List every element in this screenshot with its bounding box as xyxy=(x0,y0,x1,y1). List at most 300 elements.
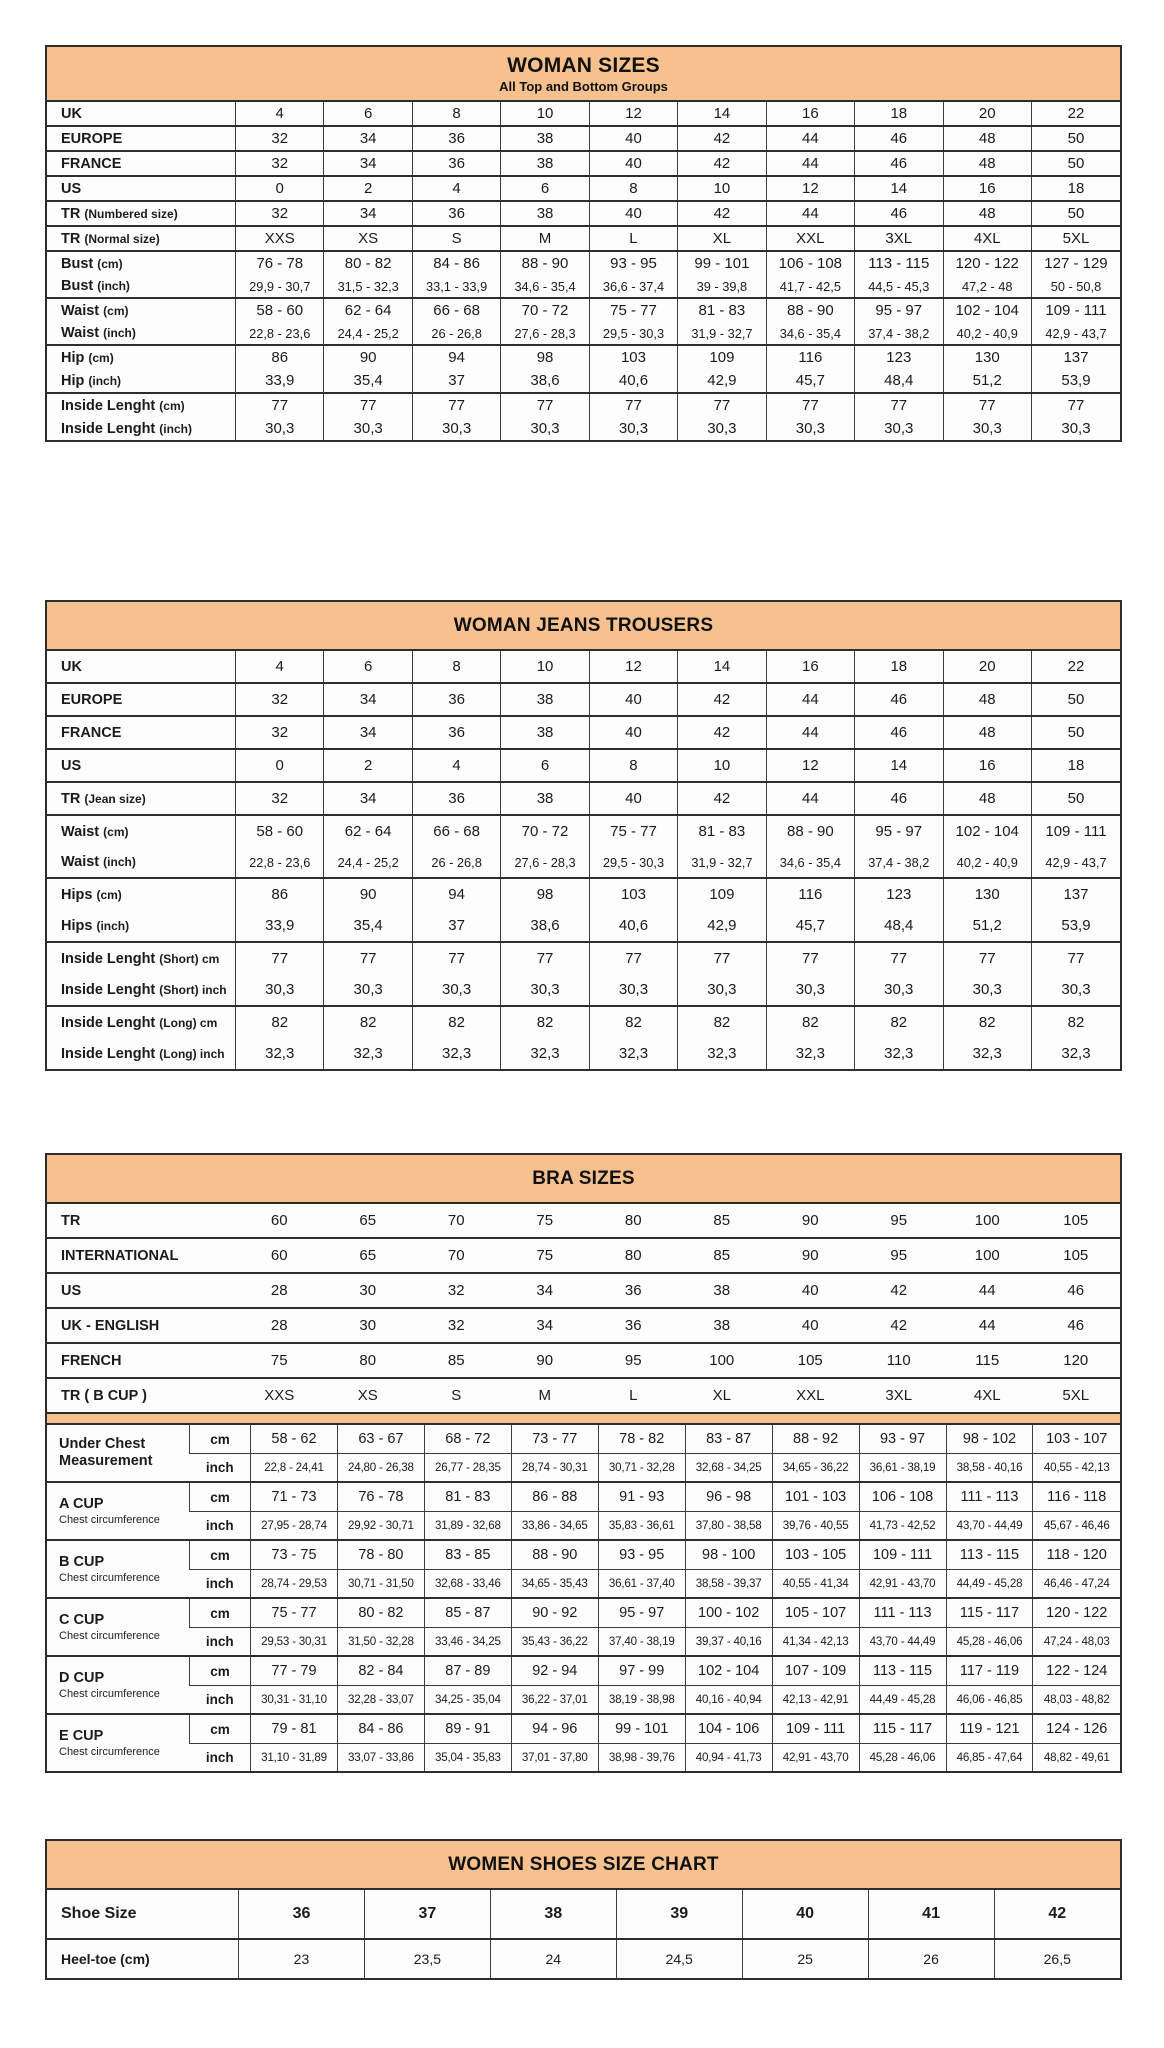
size-cell: 70 - 72 xyxy=(501,298,589,322)
size-cell: 8 xyxy=(412,651,500,683)
size-cell: 30,3 xyxy=(501,417,589,440)
size-cell: 77 xyxy=(766,393,854,417)
size-cell: 48 xyxy=(943,151,1031,176)
size-cell: 37 xyxy=(412,910,500,942)
size-cell: 102 - 104 xyxy=(943,298,1031,322)
unit-label: inch xyxy=(190,1454,251,1483)
size-cell: 85 xyxy=(713,1212,731,1229)
size-cell: L xyxy=(589,226,677,251)
size-cell: 8 xyxy=(412,102,500,126)
row-group-label xyxy=(47,1425,190,1482)
size-cell: 37,4 - 38,2 xyxy=(855,847,943,878)
row-label: UK xyxy=(61,658,82,675)
size-cell: 34,6 - 35,4 xyxy=(501,275,589,298)
size-cell: 75 xyxy=(536,1212,554,1229)
size-cell: 130 xyxy=(943,345,1031,369)
row-group-label xyxy=(47,1598,190,1656)
size-cell: 45,28 - 46,06 xyxy=(859,1744,946,1772)
size-cell: 81 - 83 xyxy=(424,1482,511,1512)
size-cell: 34 xyxy=(324,126,412,151)
size-cell: 40 xyxy=(742,1890,868,1939)
size-cell: 32,3 xyxy=(589,1038,677,1069)
row-label-detail: (inch) xyxy=(97,279,130,293)
size-cell: 77 - 79 xyxy=(251,1656,338,1686)
size-cell: 32 xyxy=(236,782,324,815)
size-cell: 85 xyxy=(713,1247,731,1264)
size-cell: 30,3 xyxy=(324,417,412,440)
size-cell: 82 xyxy=(943,1006,1031,1038)
size-cell: 101 - 103 xyxy=(772,1482,859,1512)
size-cell: 48,82 - 49,61 xyxy=(1033,1744,1120,1772)
size-cell: 25 xyxy=(742,1939,868,1978)
size-cell: 30,3 xyxy=(1031,974,1120,1006)
size-cell: 40 xyxy=(589,126,677,151)
size-cell: S xyxy=(412,226,500,251)
bra-sizes-title: BRA SIZES xyxy=(532,1168,635,1189)
size-cell: 22,8 - 24,41 xyxy=(251,1454,338,1483)
size-cell: 98 - 100 xyxy=(685,1540,772,1570)
size-cell: 27,6 - 28,3 xyxy=(501,847,589,878)
size-cell: 34 xyxy=(324,782,412,815)
size-cell: 120 - 122 xyxy=(943,251,1031,275)
row-label: Inside Lenght (Short) cm xyxy=(61,950,220,967)
size-cell: 32 xyxy=(236,201,324,226)
size-cell: 82 xyxy=(412,1006,500,1038)
size-cell: 103 - 107 xyxy=(1033,1425,1120,1454)
size-cell: 65 xyxy=(359,1212,377,1229)
size-cell: 44 xyxy=(978,1317,996,1334)
size-cell: 4 xyxy=(412,176,500,201)
size-cell: 32,3 xyxy=(324,1038,412,1069)
row-label-detail: (cm) xyxy=(96,887,122,902)
size-cell: 3XL xyxy=(855,226,943,251)
size-cell: 38,6 xyxy=(501,910,589,942)
size-cell: 45,7 xyxy=(766,910,854,942)
size-cell: 44 xyxy=(766,716,854,749)
size-cell: 24 xyxy=(490,1939,616,1978)
size-cell: 18 xyxy=(855,651,943,683)
size-cell: 34 xyxy=(324,716,412,749)
size-cell: 26 - 26,8 xyxy=(412,322,500,345)
size-cell: 48,4 xyxy=(855,910,943,942)
size-cell: 37,01 - 37,80 xyxy=(511,1744,598,1772)
size-cell: 26,5 xyxy=(994,1939,1120,1978)
row-group-label-sub: Chest circumference xyxy=(59,1571,160,1584)
size-cell: 48 xyxy=(943,782,1031,815)
size-cell: 22 xyxy=(1031,651,1120,683)
size-cell: 44 xyxy=(978,1282,996,1299)
size-cell: 32,3 xyxy=(943,1038,1031,1069)
size-cell: 50 xyxy=(1031,716,1120,749)
row-label: Hip (cm) xyxy=(61,349,114,366)
unit-label: inch xyxy=(190,1628,251,1657)
size-cell: 42,91 - 43,70 xyxy=(772,1744,859,1772)
size-cell: 46,85 - 47,64 xyxy=(946,1744,1033,1772)
size-cell: 12 xyxy=(589,102,677,126)
size-cell: M xyxy=(501,226,589,251)
size-cell: 75 xyxy=(270,1352,288,1369)
size-cell: 46 xyxy=(855,151,943,176)
row-group-label-sub: Chest circumference xyxy=(59,1629,160,1642)
size-cell: 3XL xyxy=(885,1387,913,1404)
size-cell: 117 - 119 xyxy=(946,1656,1033,1686)
size-cell: 35,83 - 36,61 xyxy=(598,1512,685,1541)
unit-label: inch xyxy=(190,1744,251,1772)
size-cell: 31,9 - 32,7 xyxy=(678,847,766,878)
size-cell: 44 xyxy=(766,126,854,151)
size-cell: 100 xyxy=(709,1352,735,1369)
size-cell: XXL xyxy=(766,226,854,251)
size-cell: 100 - 102 xyxy=(685,1598,772,1628)
size-cell: 40 xyxy=(589,201,677,226)
size-cell: 46 xyxy=(855,126,943,151)
size-cell: 94 xyxy=(412,878,500,910)
size-cell: 41,7 - 42,5 xyxy=(766,275,854,298)
size-cell: 109 xyxy=(678,345,766,369)
unit-label: inch xyxy=(190,1570,251,1599)
size-cell: 75 xyxy=(536,1247,554,1264)
size-cell: 82 xyxy=(766,1006,854,1038)
size-cell: 24,4 - 25,2 xyxy=(324,322,412,345)
size-cell: 41,73 - 42,52 xyxy=(859,1512,946,1541)
size-cell: 77 xyxy=(943,393,1031,417)
size-cell: 111 - 113 xyxy=(859,1598,946,1628)
size-cell: 41,34 - 42,13 xyxy=(772,1628,859,1657)
size-cell: 47,2 - 48 xyxy=(943,275,1031,298)
size-cell: 30,71 - 32,28 xyxy=(598,1454,685,1483)
size-cell: 45,67 - 46,46 xyxy=(1033,1512,1120,1541)
unit-label: cm xyxy=(190,1714,251,1744)
size-cell: 95 - 97 xyxy=(598,1598,685,1628)
size-cell: 44 xyxy=(766,683,854,716)
size-cell: 39 - 39,8 xyxy=(678,275,766,298)
size-cell: 4 xyxy=(236,651,324,683)
size-cell: 73 - 77 xyxy=(511,1425,598,1454)
row-label-detail: (Numbered size) xyxy=(84,206,178,221)
size-cell: 115 - 117 xyxy=(946,1598,1033,1628)
row-label-detail: (Short) cm xyxy=(159,951,220,966)
size-cell: 46 xyxy=(855,201,943,226)
size-cell: 30,3 xyxy=(678,417,766,440)
size-cell: 40 xyxy=(589,716,677,749)
size-cell: 105 xyxy=(797,1352,823,1369)
size-cell: 35,4 xyxy=(324,369,412,393)
size-cell: 4XL xyxy=(943,226,1031,251)
size-cell: XXS xyxy=(264,1387,295,1404)
row-label: Inside Lenght (Short) inch xyxy=(61,981,227,998)
size-cell: XXS xyxy=(236,226,324,251)
size-cell: 92 - 94 xyxy=(511,1656,598,1686)
size-cell: 82 - 84 xyxy=(337,1656,424,1686)
row-group-label-main: A CUP xyxy=(59,1496,104,1513)
row-group-label-main: E CUP xyxy=(59,1728,104,1745)
size-cell: 77 xyxy=(501,942,589,974)
size-cell: 88 - 90 xyxy=(766,298,854,322)
size-cell: 29,5 - 30,3 xyxy=(589,847,677,878)
size-cell: 51,2 xyxy=(943,369,1031,393)
size-cell: 38,98 - 39,76 xyxy=(598,1744,685,1772)
size-cell: 38 xyxy=(713,1317,731,1334)
size-cell: 120 xyxy=(1063,1352,1089,1369)
size-cell: 32 xyxy=(236,151,324,176)
row-label: Hips (cm) xyxy=(61,886,122,903)
size-cell: 90 xyxy=(536,1352,554,1369)
row-label-detail: (Jean size) xyxy=(84,791,146,806)
woman-sizes-table-section xyxy=(45,45,1122,442)
size-cell: 77 xyxy=(589,942,677,974)
size-cell: 77 xyxy=(589,393,677,417)
row-group-label-sub: Chest circumference xyxy=(59,1687,160,1700)
women-shoes-table xyxy=(47,1890,1120,1978)
size-cell: 115 xyxy=(975,1352,1000,1369)
size-cell: 30,3 xyxy=(412,417,500,440)
size-cell: 63 - 67 xyxy=(337,1425,424,1454)
size-cell: 40,6 xyxy=(589,910,677,942)
row-group-label-main: B CUP xyxy=(59,1554,105,1571)
size-cell: 105 xyxy=(1063,1247,1089,1264)
size-cell: 104 - 106 xyxy=(685,1714,772,1744)
row-group-label xyxy=(47,1714,190,1771)
size-cell: 42 xyxy=(994,1890,1120,1939)
size-cell: 137 xyxy=(1031,345,1120,369)
size-cell: 90 xyxy=(801,1247,819,1264)
size-cell: 113 - 115 xyxy=(855,251,943,275)
size-cell: 0 xyxy=(236,176,324,201)
row-label: TR xyxy=(61,1212,81,1229)
size-cell: 38 xyxy=(501,201,589,226)
size-cell: 77 xyxy=(236,942,324,974)
row-label: Waist (inch) xyxy=(61,854,136,870)
size-cell: 100 xyxy=(974,1247,1000,1264)
row-label: TR (Normal size) xyxy=(61,230,160,247)
size-cell: 29,9 - 30,7 xyxy=(236,275,324,298)
size-cell: 137 xyxy=(1031,878,1120,910)
women-shoes-table-section xyxy=(45,1839,1122,1980)
size-cell: 36,22 - 37,01 xyxy=(511,1686,598,1715)
size-cell: 38 xyxy=(490,1890,616,1939)
size-cell: 122 - 124 xyxy=(1033,1656,1120,1686)
size-cell: 65 xyxy=(359,1247,377,1264)
size-cell: 12 xyxy=(766,749,854,782)
size-cell: 42,9 - 43,7 xyxy=(1031,847,1120,878)
size-cell: 12 xyxy=(589,651,677,683)
size-cell: 103 - 105 xyxy=(772,1540,859,1570)
size-cell: 90 xyxy=(324,878,412,910)
size-cell: 24,5 xyxy=(616,1939,742,1978)
size-cell: 32,3 xyxy=(855,1038,943,1069)
size-cell: 16 xyxy=(766,651,854,683)
size-cell: 41 xyxy=(868,1890,994,1939)
size-cell: 50 xyxy=(1031,151,1120,176)
size-cell: 109 - 111 xyxy=(1031,815,1120,847)
size-cell: 40 xyxy=(801,1317,819,1334)
bra-sizes-grid xyxy=(47,1204,1120,1412)
bra-sizes-header xyxy=(47,1155,1120,1204)
size-cell: 96 - 98 xyxy=(685,1482,772,1512)
size-cell: 36 xyxy=(412,683,500,716)
size-cell: 32,3 xyxy=(678,1038,766,1069)
size-cell: 33,07 - 33,86 xyxy=(337,1744,424,1772)
size-cell: 60 xyxy=(270,1247,288,1264)
size-cell: 5XL xyxy=(1062,1387,1090,1404)
row-group-label-main: C CUP xyxy=(59,1612,105,1629)
size-cell: 82 xyxy=(855,1006,943,1038)
size-cell: 107 - 109 xyxy=(772,1656,859,1686)
size-cell: 37 xyxy=(364,1890,490,1939)
size-cell: 50 xyxy=(1031,126,1120,151)
size-cell: 20 xyxy=(943,102,1031,126)
size-cell: 70 xyxy=(447,1212,465,1229)
size-cell: 71 - 73 xyxy=(251,1482,338,1512)
size-cell: 123 xyxy=(855,345,943,369)
size-cell: 89 - 91 xyxy=(424,1714,511,1744)
size-cell: 33,9 xyxy=(236,369,324,393)
size-cell: 37,40 - 38,19 xyxy=(598,1628,685,1657)
size-cell: 127 - 129 xyxy=(1031,251,1120,275)
size-cell: 83 - 85 xyxy=(424,1540,511,1570)
size-cell: 34 xyxy=(536,1317,554,1334)
size-cell: 27,95 - 28,74 xyxy=(251,1512,338,1541)
size-cell: 30,3 xyxy=(589,974,677,1006)
size-cell: 40 xyxy=(589,683,677,716)
size-cell: 33,46 - 34,25 xyxy=(424,1628,511,1657)
size-cell: 42 xyxy=(678,201,766,226)
size-cell: 48 xyxy=(943,683,1031,716)
woman-sizes-title: WOMAN SIZES xyxy=(507,54,660,77)
size-cell: 46 xyxy=(1067,1317,1085,1334)
size-cell: 80 - 82 xyxy=(324,251,412,275)
women-shoes-grid xyxy=(47,1890,1120,1978)
size-cell: 46 xyxy=(855,716,943,749)
size-cell: 30,3 xyxy=(236,974,324,1006)
size-cell: 33,1 - 33,9 xyxy=(412,275,500,298)
row-label-detail: (inch) xyxy=(103,326,136,340)
section-separator xyxy=(47,1412,1120,1425)
size-cell: 124 - 126 xyxy=(1033,1714,1120,1744)
size-cell: 118 - 120 xyxy=(1033,1540,1120,1570)
size-cell: 32 xyxy=(236,126,324,151)
size-cell: 5XL xyxy=(1031,226,1120,251)
size-cell: 50 xyxy=(1031,782,1120,815)
size-cell: 10 xyxy=(678,749,766,782)
women-shoes-header xyxy=(47,1841,1120,1890)
size-cell: 40 xyxy=(801,1282,819,1299)
size-cell: 102 - 104 xyxy=(685,1656,772,1686)
size-cell: 76 - 78 xyxy=(337,1482,424,1512)
size-cell: 47,24 - 48,03 xyxy=(1033,1628,1120,1657)
woman-jeans-grid xyxy=(47,651,1120,1069)
size-cell: 94 - 96 xyxy=(511,1714,598,1744)
size-cell: 38,58 - 39,37 xyxy=(685,1570,772,1599)
size-cell: 90 xyxy=(324,345,412,369)
size-cell: 85 - 87 xyxy=(424,1598,511,1628)
size-cell: 99 - 101 xyxy=(678,251,766,275)
size-cell: 29,92 - 30,71 xyxy=(337,1512,424,1541)
row-label: FRANCE xyxy=(61,155,122,172)
size-cell: 12 xyxy=(766,176,854,201)
row-group-label-sub: Chest circumference xyxy=(59,1745,160,1758)
size-cell: 86 xyxy=(236,345,324,369)
size-cell: 78 - 82 xyxy=(598,1425,685,1454)
row-label: US xyxy=(61,757,82,774)
size-cell: 26 - 26,8 xyxy=(412,847,500,878)
size-cell: 79 - 81 xyxy=(251,1714,338,1744)
size-cell: 28,74 - 30,31 xyxy=(511,1454,598,1483)
size-cell: 116 xyxy=(766,345,854,369)
size-cell: 42 xyxy=(890,1282,908,1299)
size-cell: 36 xyxy=(624,1317,642,1334)
size-cell: 36,6 - 37,4 xyxy=(589,275,677,298)
size-cell: L xyxy=(629,1387,638,1404)
size-cell: 30,3 xyxy=(589,417,677,440)
size-cell: 50 xyxy=(1031,683,1120,716)
size-cell: 87 - 89 xyxy=(424,1656,511,1686)
size-cell: 88 - 90 xyxy=(511,1540,598,1570)
size-cell: 77 xyxy=(324,942,412,974)
size-cell: 44 xyxy=(766,151,854,176)
size-cell: 30,3 xyxy=(1031,417,1120,440)
woman-jeans-header xyxy=(47,602,1120,651)
row-label-detail: (cm) xyxy=(159,398,185,413)
size-cell: 36 xyxy=(412,716,500,749)
size-cell: 42 xyxy=(890,1317,908,1334)
size-cell: 16 xyxy=(943,176,1031,201)
size-cell: 99 - 101 xyxy=(598,1714,685,1744)
size-cell: 48,4 xyxy=(855,369,943,393)
unit-label: cm xyxy=(190,1598,251,1628)
size-cell: 98 xyxy=(501,345,589,369)
size-cell: 58 - 60 xyxy=(236,815,324,847)
size-cell: 32 xyxy=(447,1317,465,1334)
size-cell: 109 xyxy=(678,878,766,910)
size-cell: 30,3 xyxy=(678,974,766,1006)
row-label-detail: (Long) inch xyxy=(159,1046,225,1061)
size-cell: 77 xyxy=(1031,393,1120,417)
size-cell: 22,8 - 23,6 xyxy=(236,322,324,345)
size-cell: 105 xyxy=(1063,1212,1089,1229)
row-label-detail: (Long) cm xyxy=(159,1015,218,1030)
size-cell: 32,68 - 34,25 xyxy=(685,1454,772,1483)
size-cell: 6 xyxy=(501,749,589,782)
size-cell: 44 xyxy=(766,782,854,815)
size-cell: 40,2 - 40,9 xyxy=(943,847,1031,878)
size-cell: 38 xyxy=(501,716,589,749)
size-cell: 88 - 92 xyxy=(772,1425,859,1454)
size-cell: 70 xyxy=(447,1247,465,1264)
size-cell: 90 - 92 xyxy=(511,1598,598,1628)
row-label-detail: (inch) xyxy=(159,421,192,436)
size-cell: 50 - 50,8 xyxy=(1031,275,1120,298)
woman-sizes-header xyxy=(47,47,1120,102)
size-cell: 82 xyxy=(1031,1006,1120,1038)
size-cell: 93 - 95 xyxy=(598,1540,685,1570)
size-cell: 36 xyxy=(412,151,500,176)
row-label-detail: (Normal size) xyxy=(84,231,160,246)
size-cell: 36,61 - 38,19 xyxy=(859,1454,946,1483)
size-cell: 86 - 88 xyxy=(511,1482,598,1512)
size-cell: 31,9 - 32,7 xyxy=(678,322,766,345)
size-cell: 68 - 72 xyxy=(424,1425,511,1454)
size-cell: 31,5 - 32,3 xyxy=(324,275,412,298)
size-cell: 110 xyxy=(886,1352,911,1369)
row-label: Inside Lenght (cm) xyxy=(61,397,185,414)
size-cell: 77 xyxy=(412,942,500,974)
woman-sizes-grid xyxy=(47,102,1120,440)
size-cell: 34,6 - 35,4 xyxy=(766,847,854,878)
size-cell: S xyxy=(451,1387,462,1404)
row-label: Waist (cm) xyxy=(61,302,129,319)
row-label: Inside Lenght (Long) inch xyxy=(61,1045,225,1062)
